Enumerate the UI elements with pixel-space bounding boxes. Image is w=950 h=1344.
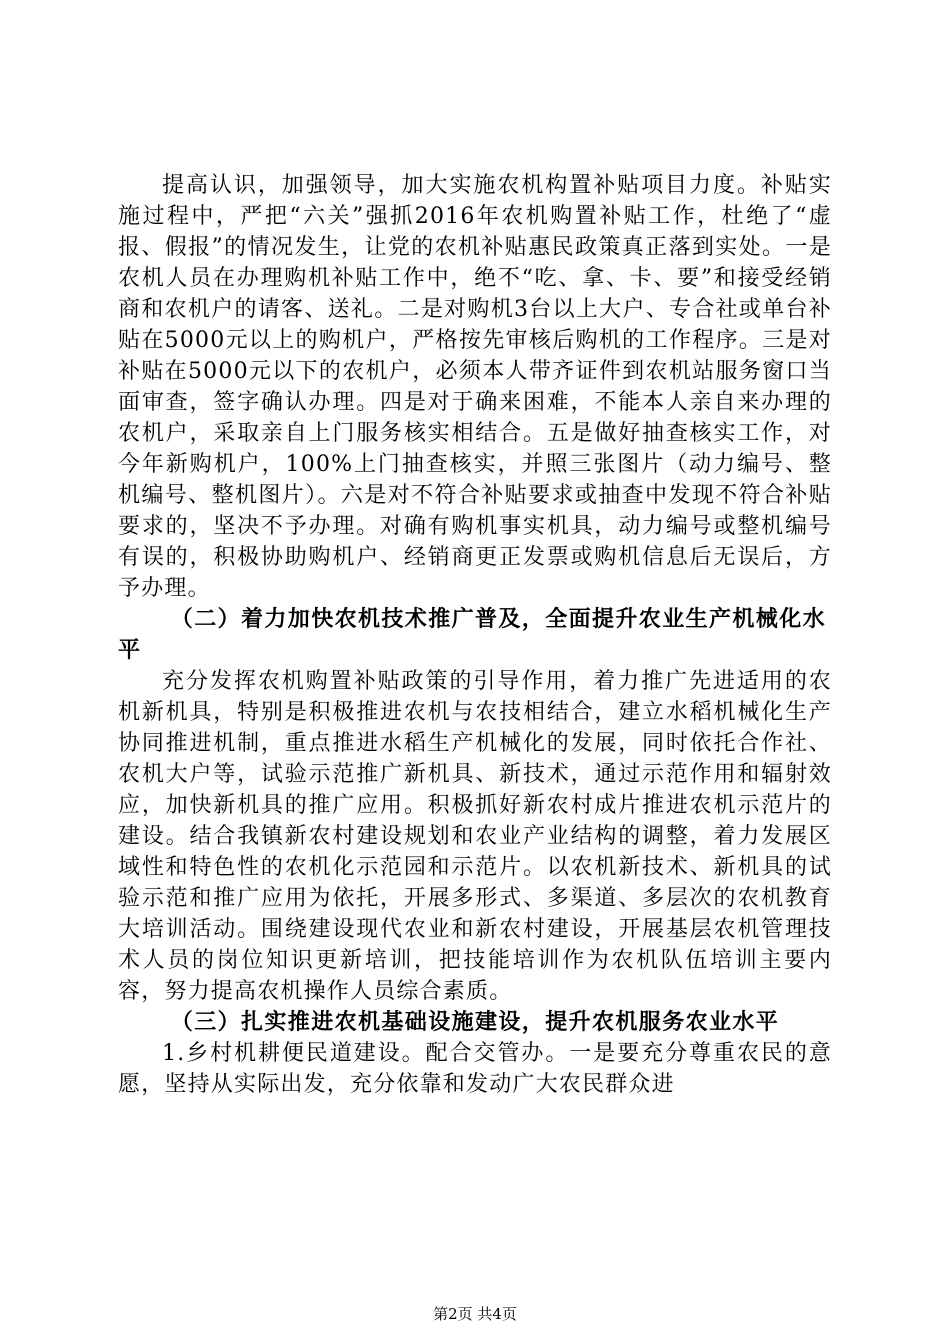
section-heading-2: （二）着力加快农机技术推广普及，全面提升农业生产机械化水平: [118, 607, 826, 663]
paragraph-rural-roads: 1.乡村机耕便民道建设。配合交管办。一是要充分尊重农民的意愿，坚持从实际出发，充分依靠和发动广大农民群众进: [118, 1041, 832, 1097]
section-heading-3: （三）扎实推进农机基础设施建设，提升农机服务农业水平: [170, 1010, 780, 1035]
document-body: [118, 170, 832, 1100]
page-number-footer: 第2页 共4页: [433, 1305, 517, 1323]
paragraph-technology-promotion: 充分发挥农机购置补贴政策的引导作用，着力推广先进适用的农机新机具，特别是积极推进农机与农技相结合，建立水稻机械化生产协同推进机制，重点推进水稻生产机械化的发展，同时依托合作社、农机大户等，试验示范推广新机具、新技术，通过示范作用和辐射效应，加快新机具的推广应用。积极抓好新农村成片推进农机示范片的建设。结合我镇新农村建设规划和农业产业结构的调整，着力发展区域性和特色性的农机化示范园和示范片。以农机新技术、新机具的试验示范和推广应用为依托，开展多形式、多渠道、多层次的农机教育大培训活动。围绕建设现代农业和新农村建设，开展基层农机管理技术人员的岗位知识更新培训，把技能培训作为农机队伍培训主要内容，努力提高农机操作人员综合素质。: [118, 669, 832, 1004]
paragraph-subsidy-implementation: 提高认识，加强领导，加大实施农机构置补贴项目力度。补贴实施过程中，严把“六关”强抓2016年农机购置补贴工作，杜绝了“虚报、假报”的情况发生，让党的农机补贴惠民政策真正落到实处。一是农机人员在办理购机补贴工作中，绝不“吃、拿、卡、要”和接受经销商和农机户的请客、送礼。二是对购机3台以上大户、专合社或单台补贴在5000元以上的购机户，严格按先审核后购机的工作程序。三是对补贴在5000元以下的农机户，必须本人带齐证件到农机站服务窗口当面审查，签字确认办理。四是对于确来困难，不能本人亲自来办理的农机户，采取亲自上门服务核实相结合。五是做好抽查核实工作，对今年新购机户，100%上门抽查核实，并照三张图片（动力编号、整机编号、整机图片）。六是对不符合补贴要求或抽查中发现不符合补贴要求的，坚决不予办理。对确有购机事实机具，动力编号或整机编号有误的，积极协助购机户、经销商更正发票或购机信息后无误后，方予办理。: [118, 173, 832, 601]
